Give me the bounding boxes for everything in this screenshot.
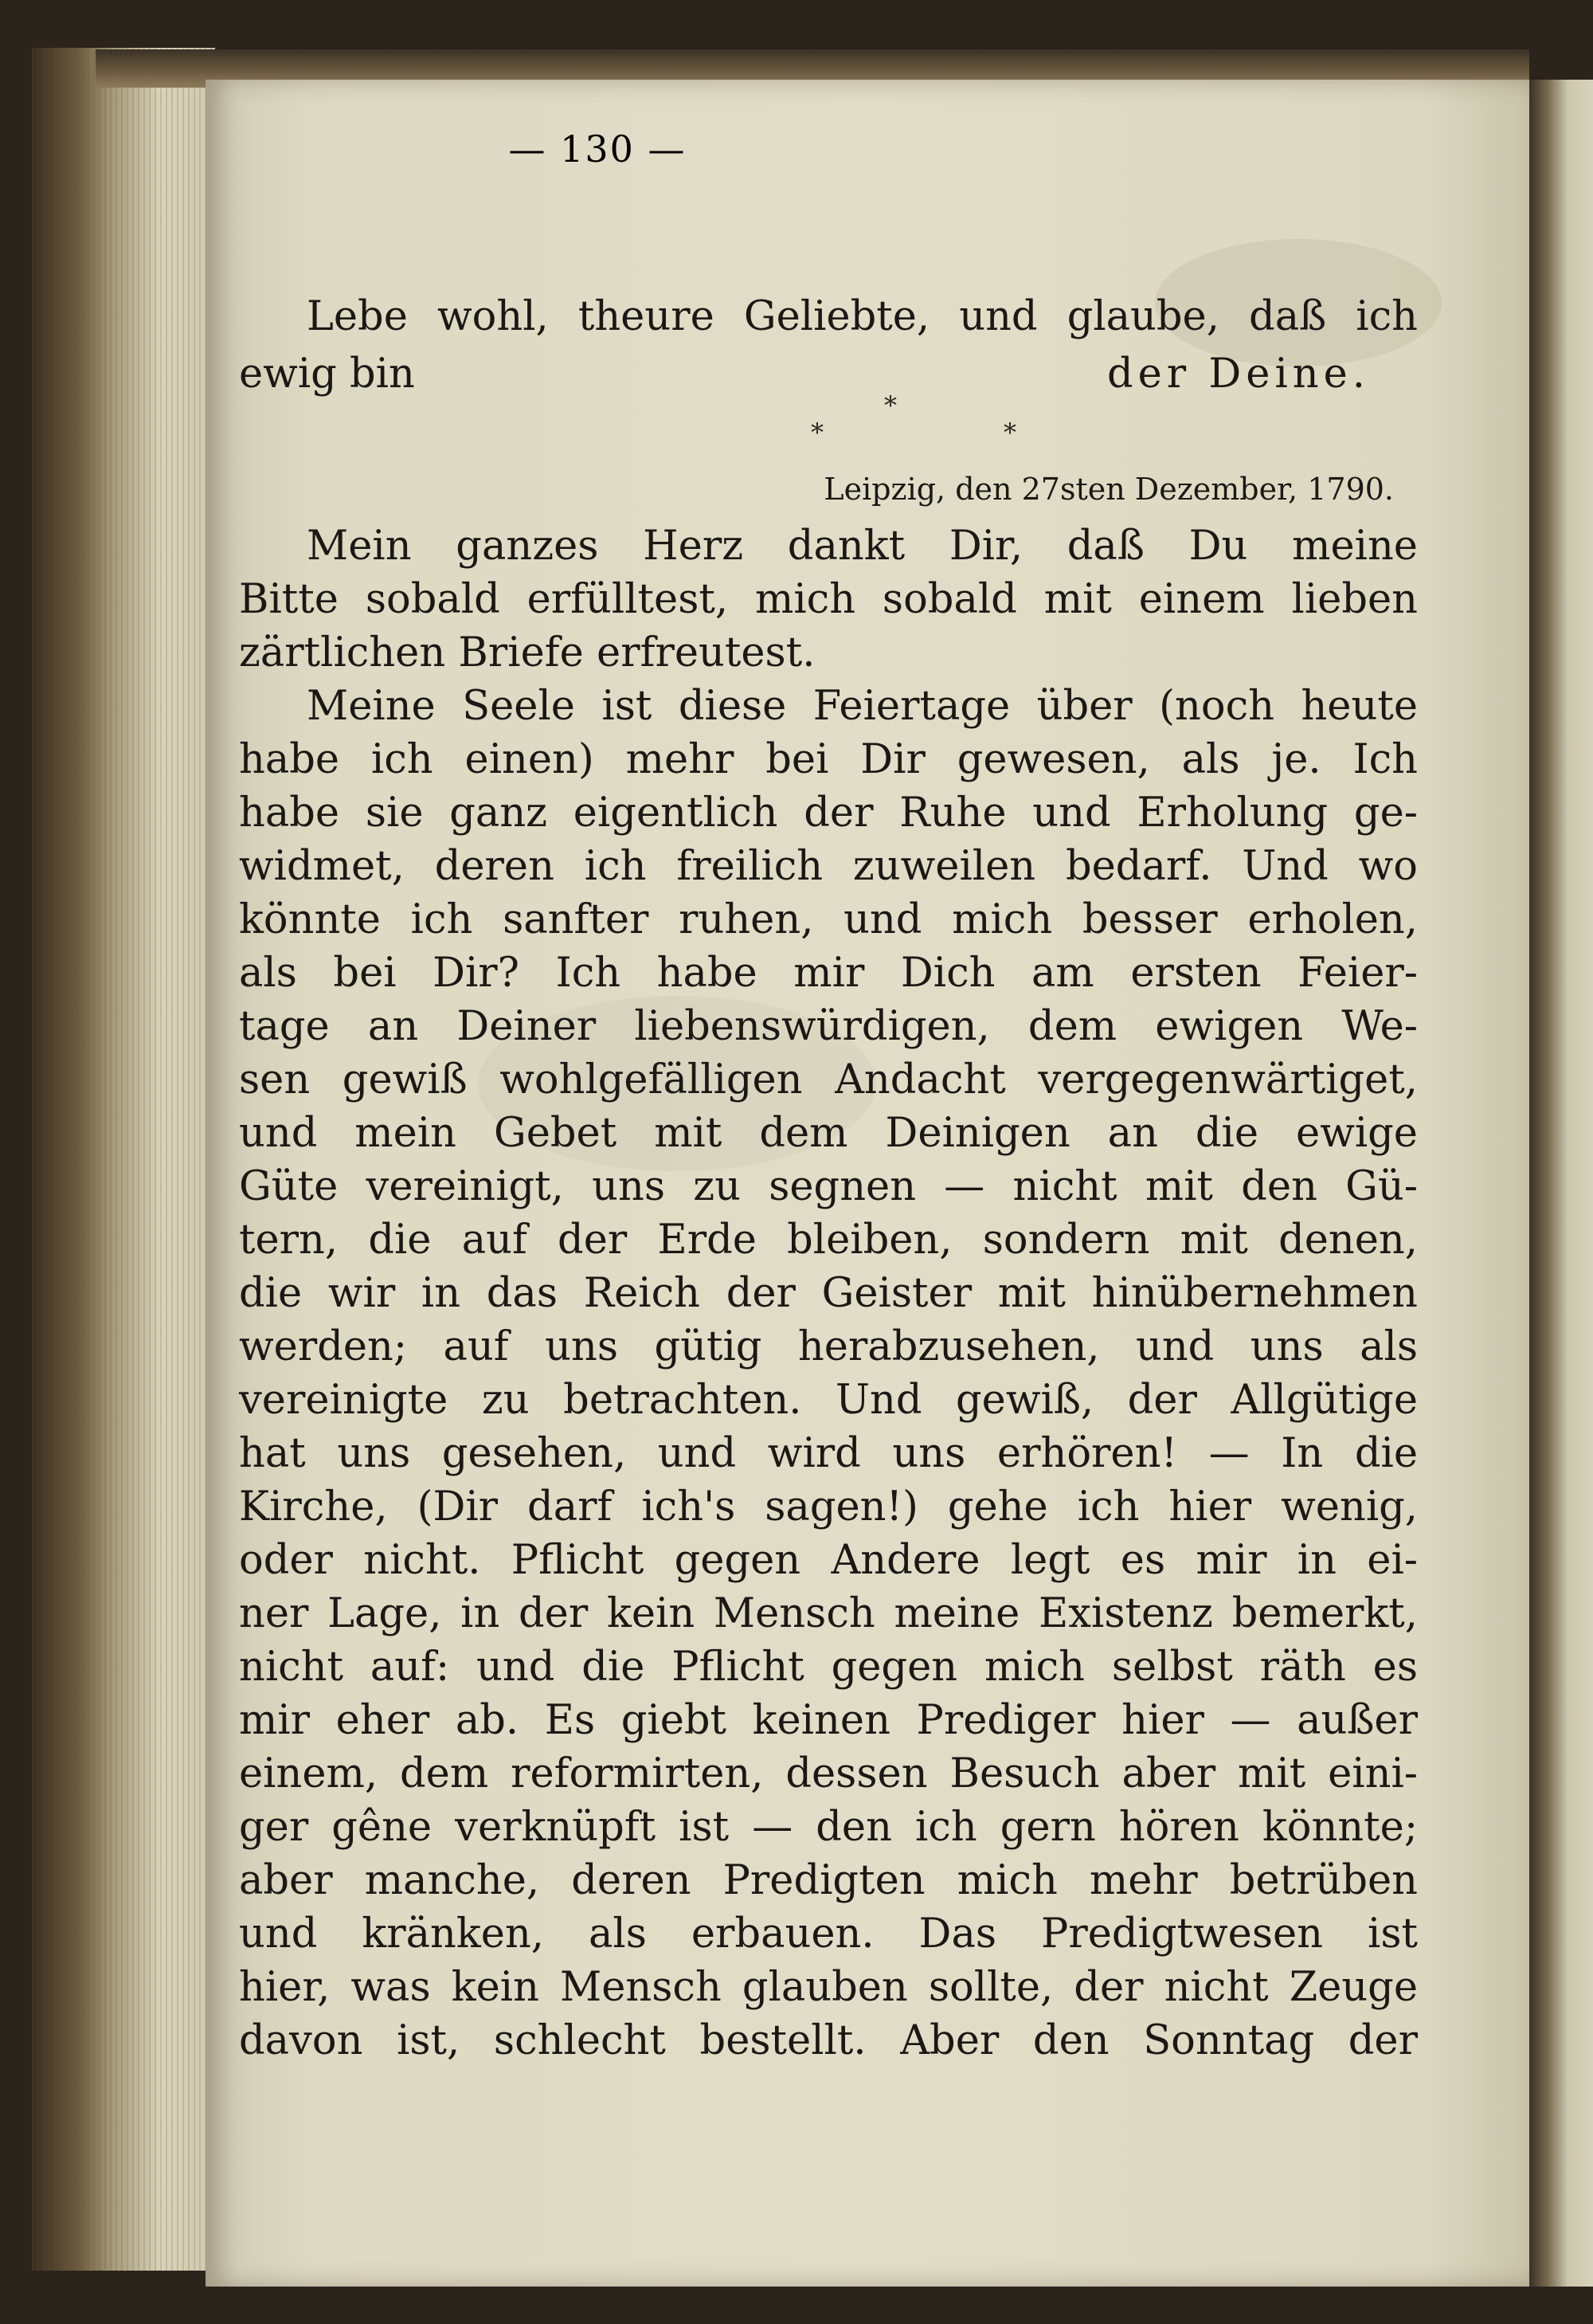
text-line: ger gêne verknüpft ist — den ich gern hören könnte;: [239, 1804, 1418, 1851]
text-line: ner Lage, in der kein Mensch meine Existenz bemerkt,: [239, 1590, 1418, 1637]
separator-star: *: [884, 390, 897, 421]
text-line: hat uns gesehen, und wird uns erhören! — In die: [239, 1430, 1418, 1477]
text-line: nicht auf: und die Pflicht gegen mich selbst räth es: [239, 1644, 1418, 1691]
text-line: hier, was kein Mensch glauben sollte, der nicht Zeuge: [239, 1964, 1418, 2011]
text-line: widmet, deren ich freilich zuweilen bedarf. Und wo: [239, 843, 1418, 890]
text-line: als bei Dir? Ich habe mir Dich am ersten Feier-: [239, 950, 1418, 997]
text-line: vereinigte zu betrachten. Und gewiß, der Allgütige: [239, 1377, 1418, 1424]
separator-star: *: [811, 417, 824, 448]
text-line: zärtlichen Briefe erfreutest.: [239, 629, 816, 676]
text-line: sen gewiß wohlgefälligen Andacht vergegenwärtiget,: [239, 1056, 1418, 1103]
text-line: Güte vereinigt, uns zu segnen — nicht mit den Gü-: [239, 1163, 1418, 1210]
book-page-edges: [32, 48, 215, 2271]
text-line: Mein ganzes Herz dankt Dir, daß Du meine: [307, 523, 1418, 570]
closing-row: [239, 351, 1418, 398]
page-number: — 130 —: [508, 127, 687, 170]
text-line: die wir in das Reich der Geister mit hinübernehmen: [239, 1270, 1418, 1317]
adjacent-page-edge: [1529, 80, 1593, 2287]
text-line: Bitte sobald erfülltest, mich sobald mit einem lieben: [239, 576, 1418, 623]
text-line: habe ich einen) mehr bei Dir gewesen, als je. Ich: [239, 736, 1418, 783]
text-line: oder nicht. Pflicht gegen Andere legt es mir in ei-: [239, 1537, 1418, 1584]
dateline: Leipzig, den 27sten Dezember, 1790.: [824, 472, 1394, 507]
text-line: ewig bin: [239, 351, 415, 398]
text-line: und kränken, als erbauen. Das Predigtwesen ist: [239, 1911, 1418, 1958]
text-line: aber manche, deren Predigten mich mehr betrüben: [239, 1857, 1418, 1904]
text-line: davon ist, schlecht bestellt. Aber den Sonntag der: [239, 2017, 1418, 2064]
text-line: Lebe wohl, theure Geliebte, und glaube, daß ich: [307, 293, 1418, 340]
text-line: könnte ich sanfter ruhen, und mich besser erholen,: [239, 896, 1418, 943]
text-line: und mein Gebet mit dem Deinigen an die ewige: [239, 1110, 1418, 1157]
separator-star: *: [1004, 417, 1016, 448]
text-line: tern, die auf der Erde bleiben, sondern mit denen,: [239, 1217, 1418, 1264]
text-line: einem, dem reformirten, dessen Besuch aber mit eini-: [239, 1750, 1418, 1797]
text-line: tage an Deiner liebenswürdigen, dem ewigen We-: [239, 1003, 1418, 1050]
text-line: habe sie ganz eigentlich der Ruhe und Erholung ge-: [239, 790, 1418, 837]
text-line: mir eher ab. Es giebt keinen Prediger hier — außer: [239, 1697, 1418, 1744]
text-line: Kirche, (Dir darf ich's sagen!) gehe ich hier wenig,: [239, 1483, 1418, 1530]
text-line: werden; auf uns gütig herabzusehen, und uns als: [239, 1323, 1418, 1370]
text-line: Meine Seele ist diese Feiertage über (noch heute: [307, 683, 1418, 730]
signature: der Deine.: [1106, 351, 1370, 398]
